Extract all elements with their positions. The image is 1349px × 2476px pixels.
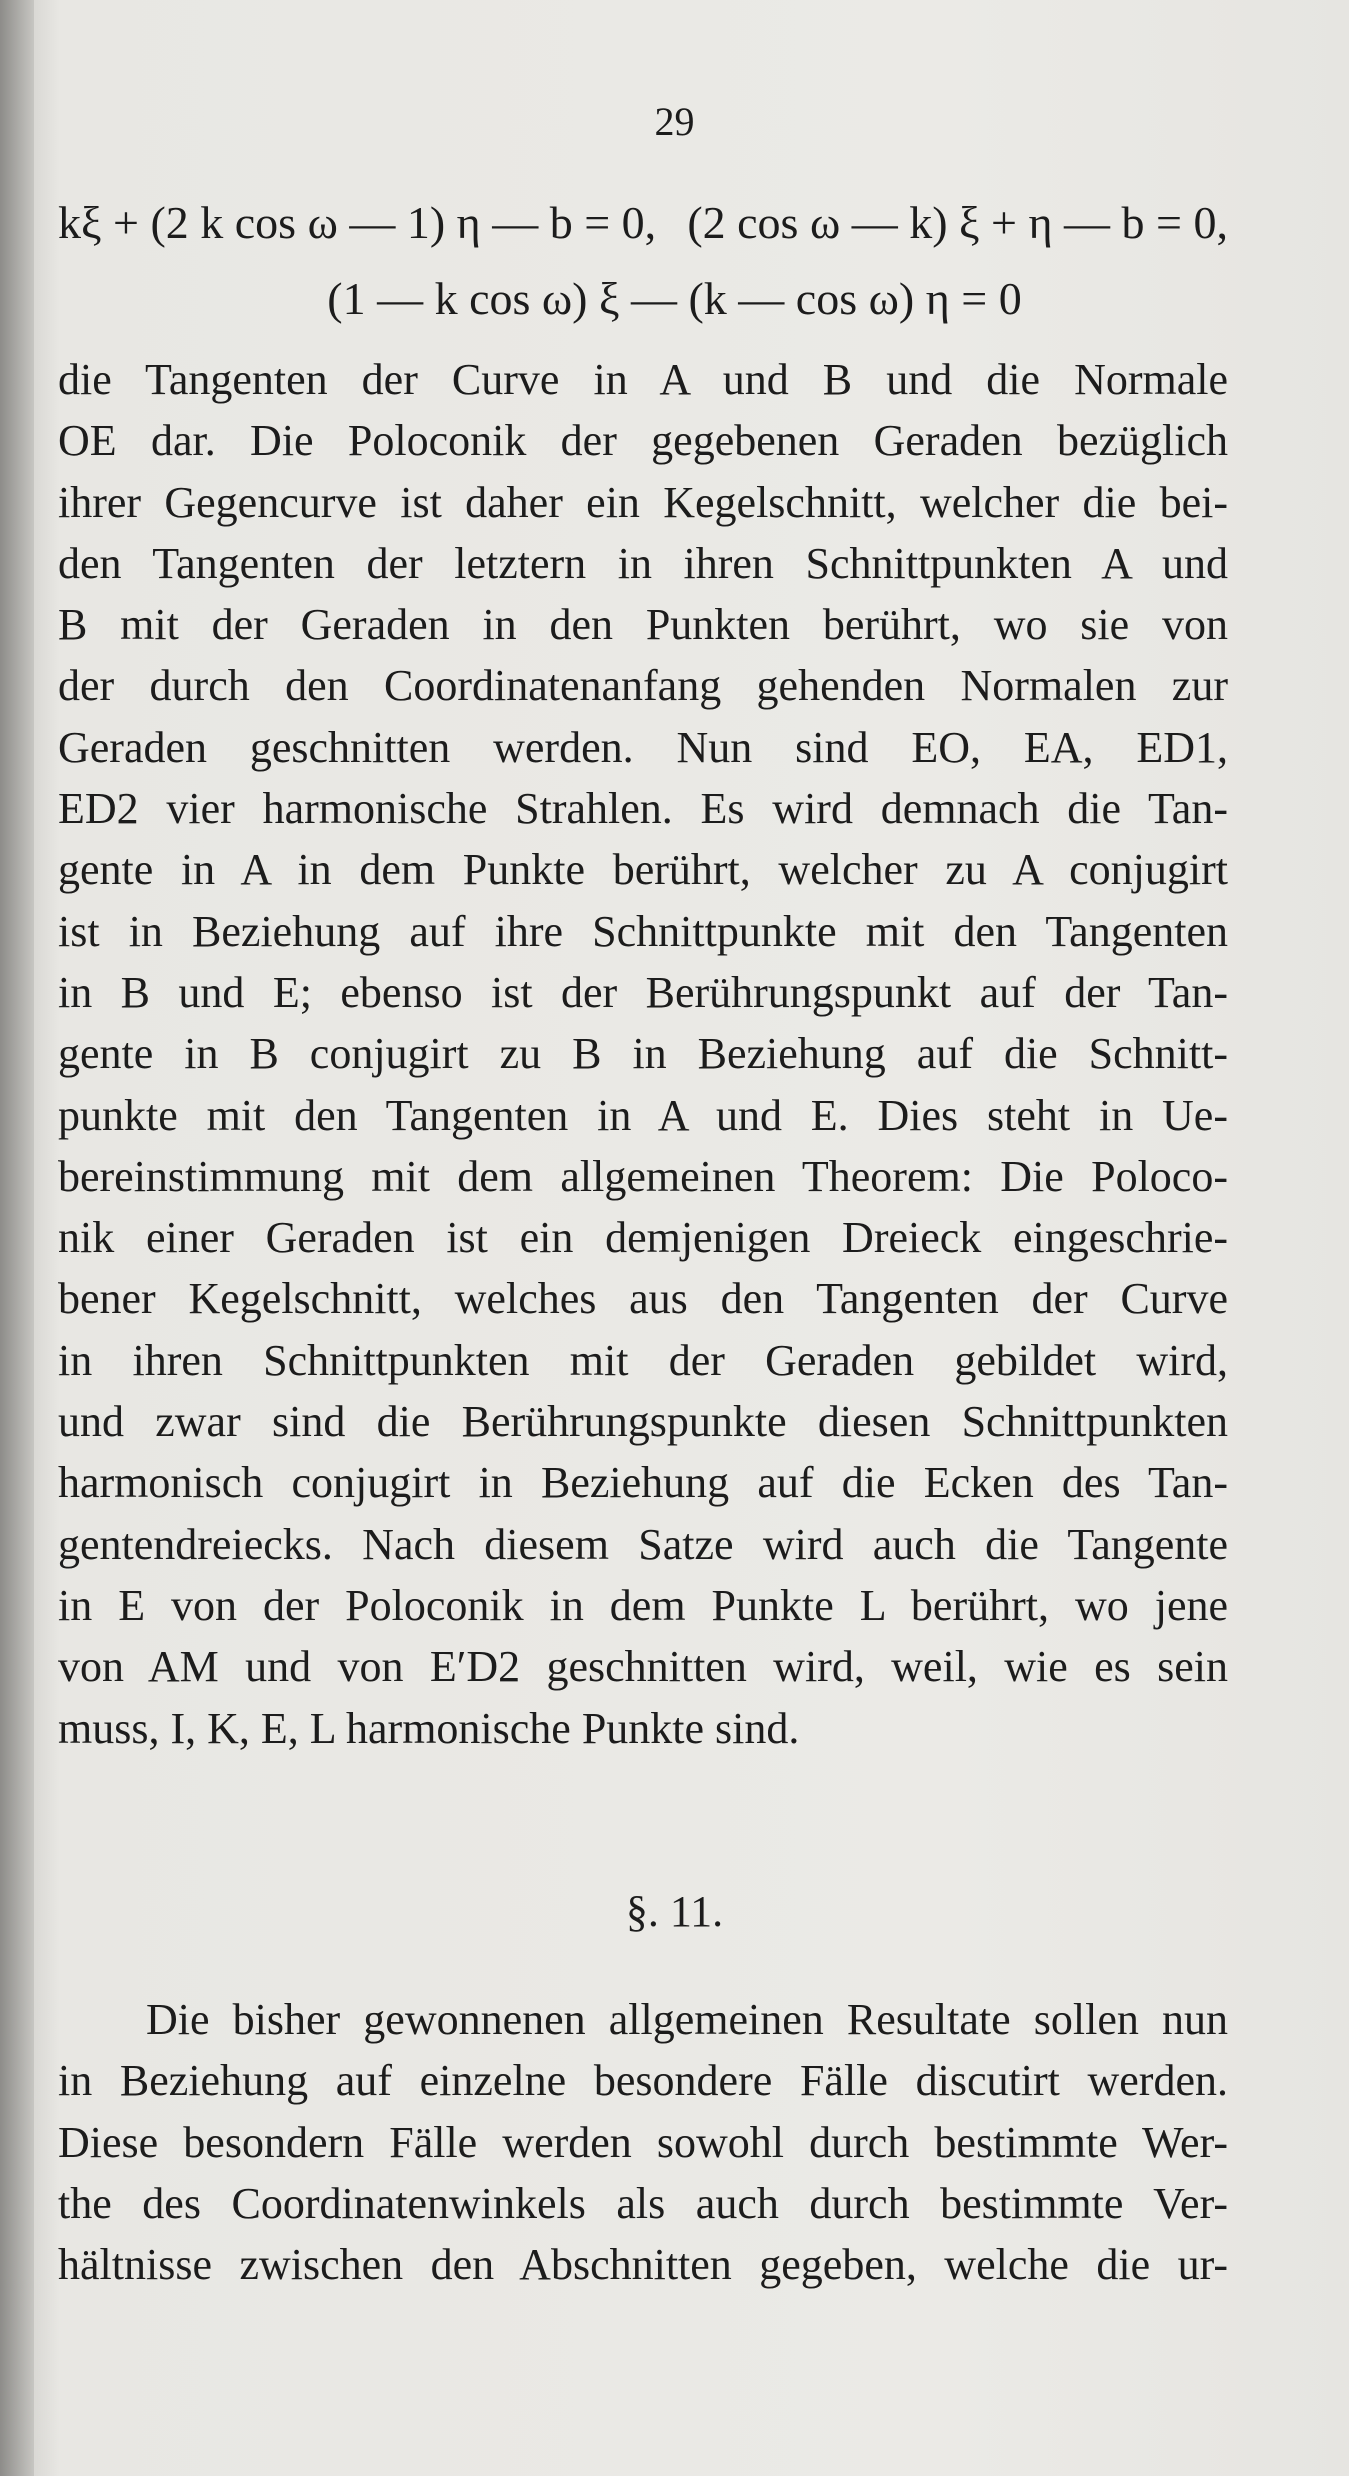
text-line: B mit der Geraden in den Punkten berührt, wo sie von	[58, 600, 1228, 650]
text-line: die Tangenten der Curve in A und B und die Normale	[58, 355, 1228, 404]
text-line: ED2 vier harmonische Strahlen. Es wird demnach die Tan-	[58, 784, 1228, 834]
text-line: punkte mit den Tangenten in A und E. Dies steht in Ue-	[58, 1090, 1228, 1140]
text-line: the des Coordinatenwinkels als auch durch bestimmte Ver-	[58, 2178, 1228, 2228]
text-line: harmonisch conjugirt in Beziehung auf die Ecken des Tan-	[58, 1458, 1228, 1508]
page-number: 29	[654, 99, 695, 144]
text-line: in Beziehung auf einzelne besondere Fälle discutirt werden.	[58, 2056, 1228, 2106]
text-line: gente in A in dem Punkte berührt, welcher zu A conjugirt	[58, 845, 1228, 895]
text-line: in E von der Poloconik in dem Punkte L berührt, wo jene	[58, 1580, 1228, 1630]
formula-line-2	[0, 272, 1349, 325]
text-line: ihrer Gegencurve ist daher ein Kegelschnitt, welcher die bei-	[58, 477, 1228, 527]
text-line: OE dar. Die Poloconik der gegebenen Geraden bezüglich	[58, 416, 1228, 466]
text-line: der durch den Coordinatenanfang gehenden Normalen zur	[58, 661, 1228, 711]
equation-2: (2 cos ω — k) ξ + η — b = 0,	[687, 197, 1228, 248]
section-heading: §. 11.	[625, 1887, 724, 1936]
page-spine-shadow	[0, 0, 34, 2476]
paragraph-1	[58, 349, 1228, 1759]
text-line: bereinstimmung mit dem allgemeinen Theorem: Die Poloco-	[58, 1151, 1228, 1201]
text-line: Diese besondern Fälle werden sowohl durch bestimmte Wer-	[58, 2117, 1228, 2167]
text-line: von AM und von E′D2 geschnitten wird, weil, wie es sein	[58, 1642, 1228, 1692]
text-line: in B und E; ebenso ist der Berührungspunkt auf der Tan-	[58, 967, 1228, 1017]
text-line: gente in B conjugirt zu B in Beziehung auf die Schnitt-	[58, 1029, 1228, 1079]
text-line: Geraden geschnitten werden. Nun sind EO, EA, ED1,	[58, 722, 1228, 772]
text-line: hältnisse zwischen den Abschnitten gegeben, welche die ur-	[58, 2240, 1228, 2290]
text-line: Die bisher gewonnenen allgemeinen Resultate sollen nun	[146, 1995, 1228, 2044]
text-line: und zwar sind die Berührungspunkte diesen Schnittpunkten	[58, 1397, 1228, 1447]
text-line: in ihren Schnittpunkten mit der Geraden gebildet wird,	[58, 1335, 1228, 1385]
text-line: nik einer Geraden ist ein demjenigen Dreieck eingeschrie-	[58, 1213, 1228, 1263]
text-line: bener Kegelschnitt, welches aus den Tangenten der Curve	[58, 1274, 1228, 1324]
equation-1: kξ + (2 k cos ω — 1) η — b = 0,	[58, 197, 657, 248]
formula-line-1	[58, 196, 1228, 249]
equation-3: (1 — k cos ω) ξ — (k — cos ω) η = 0	[327, 273, 1022, 324]
text-line: ist in Beziehung auf ihre Schnittpunkte mit den Tangenten	[58, 906, 1228, 956]
text-line: gentendreiecks. Nach diesem Satze wird auch die Tangente	[58, 1519, 1228, 1569]
paragraph-2	[58, 1989, 1228, 2295]
text-line: muss, I, K, E, L harmonische Punkte sind.	[58, 1703, 800, 1753]
text-line: den Tangenten der letztern in ihren Schnittpunkten A und	[58, 538, 1228, 588]
